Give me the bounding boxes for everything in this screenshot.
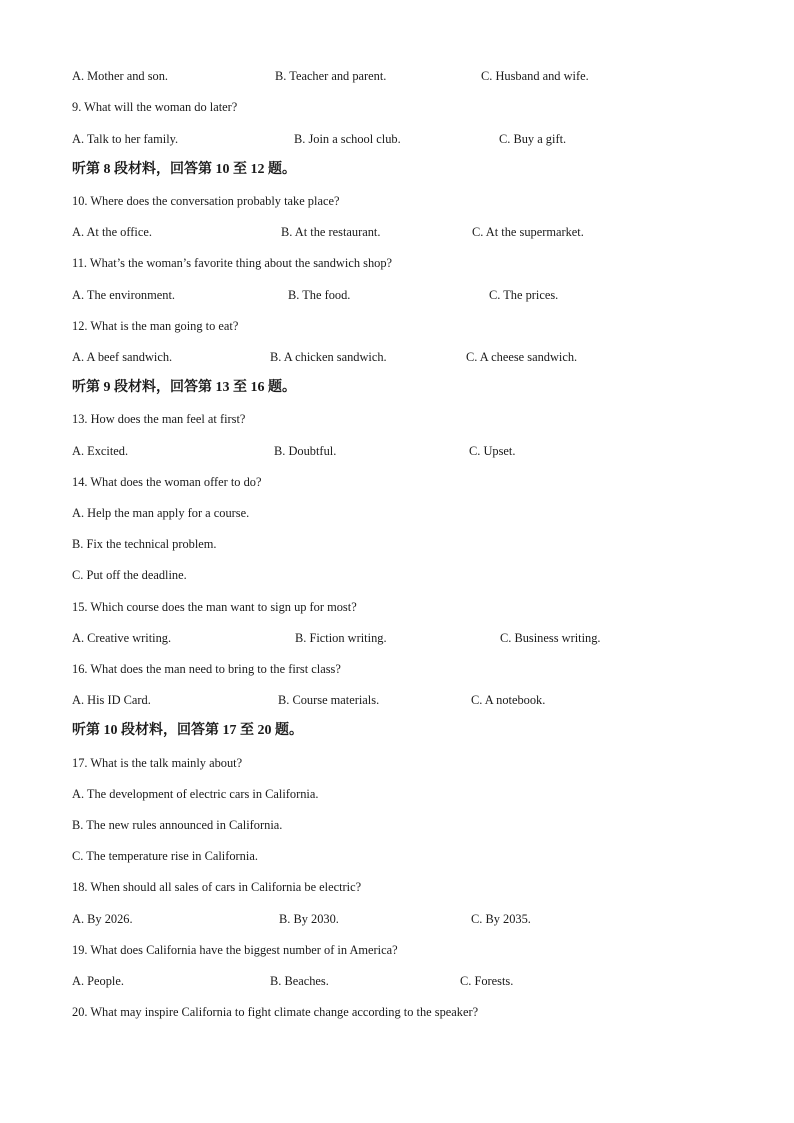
q12-option-c: C. A cheese sandwich. <box>466 350 578 364</box>
section9-heading: 听第 9 段材料，回答第 13 至 16 题。 <box>72 380 296 395</box>
q11-option-c: C. The prices. <box>489 288 559 302</box>
q15-option-a: A. Creative writing. <box>72 631 172 645</box>
q10-option-b: B. At the restaurant. <box>281 225 381 239</box>
q9-question: 9. What will the woman do later? <box>72 100 238 114</box>
q8-option-b: B. Teacher and parent. <box>275 69 387 83</box>
q19-question: 19. What does California have the biggest number of in America? <box>72 943 398 957</box>
q18-option-b: B. By 2030. <box>279 912 339 926</box>
q18-option-a: A. By 2026. <box>72 912 133 926</box>
q19-option-b: B. Beaches. <box>270 974 329 988</box>
q15-question: 15. Which course does the man want to sign up for most? <box>72 600 357 614</box>
q13-option-b: B. Doubtful. <box>274 444 337 458</box>
q17-question: 17. What is the talk mainly about? <box>72 756 243 770</box>
q11-option-a: A. The environment. <box>72 288 176 302</box>
q16-option-c: C. A notebook. <box>471 693 546 707</box>
q15-option-c: C. Business writing. <box>500 631 601 645</box>
q8-option-c: C. Husband and wife. <box>481 69 589 83</box>
q15-option-b: B. Fiction writing. <box>295 631 387 645</box>
q10-option-c: C. At the supermarket. <box>472 225 584 239</box>
q11-question: 11. What’s the woman’s favorite thing about the sandwich shop? <box>72 256 393 270</box>
q17-option-b: B. The new rules announced in California. <box>72 818 283 832</box>
q14-option-b: B. Fix the technical problem. <box>72 537 217 551</box>
q14-option-c: C. Put off the deadline. <box>72 568 187 582</box>
q17-option-a: A. The development of electric cars in California. <box>72 787 319 801</box>
q9-option-a: A. Talk to her family. <box>72 132 179 146</box>
q12-question: 12. What is the man going to eat? <box>72 319 239 333</box>
q12-option-b: B. A chicken sandwich. <box>270 350 387 364</box>
q17-option-c: C. The temperature rise in California. <box>72 849 258 863</box>
q14-question: 14. What does the woman offer to do? <box>72 475 262 489</box>
q13-option-a: A. Excited. <box>72 444 129 458</box>
q16-option-a: A. His ID Card. <box>72 693 151 707</box>
q19-option-c: C. Forests. <box>460 974 514 988</box>
q18-option-c: C. By 2035. <box>471 912 531 926</box>
q13-question: 13. How does the man feel at first? <box>72 412 246 426</box>
q13-option-c: C. Upset. <box>469 444 516 458</box>
q12-option-a: A. A beef sandwich. <box>72 350 173 364</box>
q8-option-a: A. Mother and son. <box>72 69 169 83</box>
q10-option-a: A. At the office. <box>72 225 152 239</box>
q9-option-c: C. Buy a gift. <box>499 132 567 146</box>
section8-heading: 听第 8 段材料，回答第 10 至 12 题。 <box>72 162 296 177</box>
q16-question: 16. What does the man need to bring to the first class? <box>72 662 341 676</box>
q14-option-a: A. Help the man apply for a course. <box>72 506 250 520</box>
q11-option-b: B. The food. <box>288 288 351 302</box>
q9-option-b: B. Join a school club. <box>294 132 401 146</box>
q10-question: 10. Where does the conversation probably take place? <box>72 194 340 208</box>
q16-option-b: B. Course materials. <box>278 693 380 707</box>
q19-option-a: A. People. <box>72 974 124 988</box>
q20-question: 20. What may inspire California to fight climate change according to the speaker? <box>72 1005 479 1019</box>
q18-question: 18. When should all sales of cars in California be electric? <box>72 880 362 894</box>
section10-heading: 听第 10 段材料，回答第 17 至 20 题。 <box>72 723 303 738</box>
